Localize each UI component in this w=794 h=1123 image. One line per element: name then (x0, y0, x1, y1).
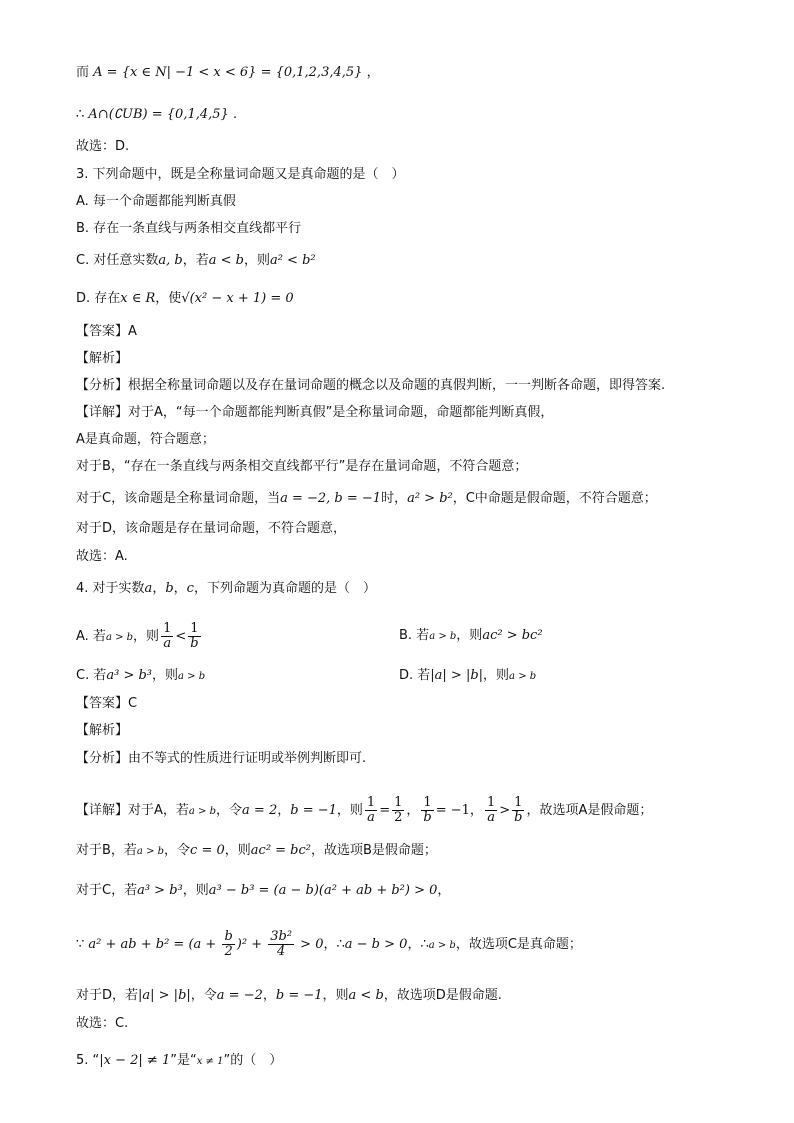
text: ，则 (152, 668, 179, 683)
text: ，C中命题是假命题，不符合题意； (452, 491, 657, 506)
choose-4: 故选：C. (76, 1016, 129, 1031)
fraction-1-over-a: $\frac{1}{a}$ (163, 621, 172, 651)
math: a > b (188, 806, 217, 817)
math: x ≠ 1 (196, 1056, 224, 1067)
detail-4d (76, 930, 582, 959)
q4-option-b (399, 627, 543, 646)
q3-option-d (76, 290, 294, 308)
math: a³ > b³ (106, 668, 152, 683)
text: 而 (76, 65, 90, 80)
analysis-4: 【分析】由不等式的性质进行证明或举例判断即可. (76, 751, 367, 766)
fraction: $\frac{1}{b}$ (423, 795, 432, 825)
text: ，故选项D是假命题. (383, 988, 502, 1003)
q3-option-c (76, 252, 316, 270)
text: D. 存在 (76, 291, 121, 306)
math: a³ − b³ = (a − b)(a² + ab + b²) > 0 (208, 883, 438, 898)
line-intersection (76, 106, 237, 124)
text: ， (437, 883, 451, 898)
text: 时， (381, 491, 408, 506)
math: a < b (208, 253, 244, 268)
math: x ∈ R (120, 291, 156, 306)
text: ，令 (164, 843, 191, 858)
math: c = 0 (190, 843, 225, 858)
question-5 (76, 1052, 282, 1071)
fraction: $\frac{1}{b}$ (514, 795, 523, 825)
text: D. 若 (399, 668, 431, 683)
text: ，∴ (407, 937, 429, 952)
text: ，故选项C是真命题； (455, 937, 582, 952)
text: ，令 (216, 803, 243, 818)
text: ，则 (322, 988, 349, 1003)
detail-4e: 对于D，若|a| > |b|，令a = −2，b = −1，则a < b，故选项D是假命题. (76, 988, 502, 1003)
text: A. 若 (76, 629, 106, 644)
text: ，则 (336, 803, 363, 818)
fraction-1-over-b: $\frac{1}{b}$ (190, 621, 199, 651)
text: 对于C，该命题是全称量词命题，当 (76, 491, 281, 506)
q4-option-d (399, 667, 536, 686)
answer-line: 故选：D. (76, 139, 130, 154)
math: ac² = bc² (250, 843, 311, 858)
math: a > b (105, 632, 134, 643)
text: ，则 (182, 883, 209, 898)
text: ，故选项B是假命题； (311, 843, 437, 858)
text: ，令 (190, 988, 217, 1003)
math-set-a: A = {x ∈ N| −1 < x < 6} = {0,1,2,3,4,5} (93, 65, 363, 80)
math-intersection: A∩(∁UB) = {0,1,4,5} (88, 107, 229, 122)
math: ac² > bc² (482, 628, 543, 643)
math-sqrt: √(x² − x + 1) = 0 (181, 291, 294, 306)
math: b (165, 581, 174, 596)
analysis-3: 【分析】根据全称量词命题以及存在量词命题的概念以及命题的真假判断，一一判断各命题，即得答案. (76, 378, 666, 393)
q4-option-a: A. 若a > b，则 $\frac{1}{a}$ < $\frac{1}{b}$ (76, 621, 199, 651)
math: a − b > 0 (344, 937, 408, 952)
detail-4: 【详解】对于A，若a > b，令a = 2，b = −1，则 $\frac{1}{a}$ = $\frac{1}{2}$ ， $\frac{1}{b}$ = −1， $\frac{1}{a}$ > $\frac{1}{b}$ ，故选项A是假命题； (76, 795, 653, 825)
detail-4b (76, 842, 437, 861)
choose-3: 故选：A. (76, 549, 128, 564)
text: C. 对任意实数 (76, 253, 159, 268)
text: 【详解】对于A，若 (76, 803, 189, 818)
math: |a| > |b| (138, 988, 191, 1003)
detail-3: 【详解】对于A，“每一个命题都能判断真假”是全称量词命题，命题都能判断真假， (76, 405, 554, 420)
therefore-symbol: ∴ (76, 107, 85, 122)
fraction: $\frac{1}{2}$ (394, 795, 403, 825)
text: ，使 (155, 291, 182, 306)
math: a > b (428, 940, 456, 951)
math: |a| > |b| (430, 668, 484, 683)
math: a, b (158, 253, 183, 268)
detail-4c (76, 882, 450, 900)
text: ，则 (224, 843, 251, 858)
text: . (232, 107, 238, 122)
text: ，若 (182, 253, 209, 268)
text: ，则 (483, 668, 510, 683)
answer-4: 【答案】C (76, 696, 138, 711)
text: ”的（ ） (223, 1053, 283, 1068)
text: C. 若 (76, 668, 107, 683)
text: B. 若 (399, 628, 430, 643)
math: b = −1 (275, 988, 323, 1003)
text: ，故选项A是假命题； (526, 803, 653, 818)
text: 对于C，若 (76, 883, 138, 898)
answer-3: 【答案】A (76, 324, 137, 339)
text: ，下列命题为真命题的是（ ） (193, 581, 376, 596)
analysis-heading-4: 【解析】 (76, 723, 129, 738)
math: a = −2, b = −1 (280, 491, 382, 506)
question-4: 4. 对于实数a，b，c，下列命题为真命题的是（ ） (76, 581, 376, 596)
detail-3d (76, 490, 657, 508)
text: 5. “ (76, 1053, 100, 1068)
detail-3c: 对于B，“存在一条直线与两条相交直线都平行”是存在量词命题，不符合题意； (76, 459, 528, 474)
q3-option-b: B. 存在一条直线与两条相交直线都平行 (76, 221, 302, 236)
math: a > b (429, 631, 457, 642)
text: ，∴ (323, 937, 345, 952)
math: a² < b² (269, 253, 316, 268)
fraction: $\frac{1}{a}$ (486, 795, 496, 825)
q3-option-a: A. 每一个命题都能判断真假 (76, 194, 236, 209)
because-symbol: ∵ (76, 937, 85, 952)
text: ，则 (133, 629, 160, 644)
analysis-heading-3: 【解析】 (76, 351, 129, 366)
text: 对于B，若 (76, 843, 137, 858)
text: ，则 (456, 628, 483, 643)
text: 4. 对于实数 (76, 581, 145, 596)
math: a > b (178, 671, 206, 682)
math: a < b (348, 988, 384, 1003)
text: ，则 (243, 253, 270, 268)
math-sum-of-squares: a² + ab + b² = (a + $\frac{b}{2}$ )² + $\frac{\text{3b²}}{4}$ > 0 (88, 929, 324, 959)
text: ”是“ (170, 1053, 197, 1068)
math: a² > b² (407, 491, 453, 506)
math: a = −2 (216, 988, 263, 1003)
math: a > b (136, 846, 165, 857)
q4-option-c (76, 667, 205, 686)
math: a = 2 (242, 803, 278, 818)
math: |x − 2| ≠ 1 (99, 1053, 171, 1068)
detail-3e: 对于D，该命题是存在量词命题，不符合题意， (76, 521, 347, 536)
question-3: 3. 下列命题中，既是全称量词命题又是真命题的是（ ） (76, 167, 405, 182)
line-set-a (76, 64, 380, 82)
text: ， (366, 65, 380, 80)
math: c (186, 581, 194, 596)
math: a > b (509, 671, 537, 682)
detail-3b: A是真命题，符合题意； (76, 432, 215, 447)
math: b = −1 (290, 803, 337, 818)
text: 对于D，若 (76, 988, 139, 1003)
fraction: $\frac{1}{a}$ (366, 795, 376, 825)
math: a (144, 581, 153, 596)
math: a³ > b³ (137, 883, 183, 898)
